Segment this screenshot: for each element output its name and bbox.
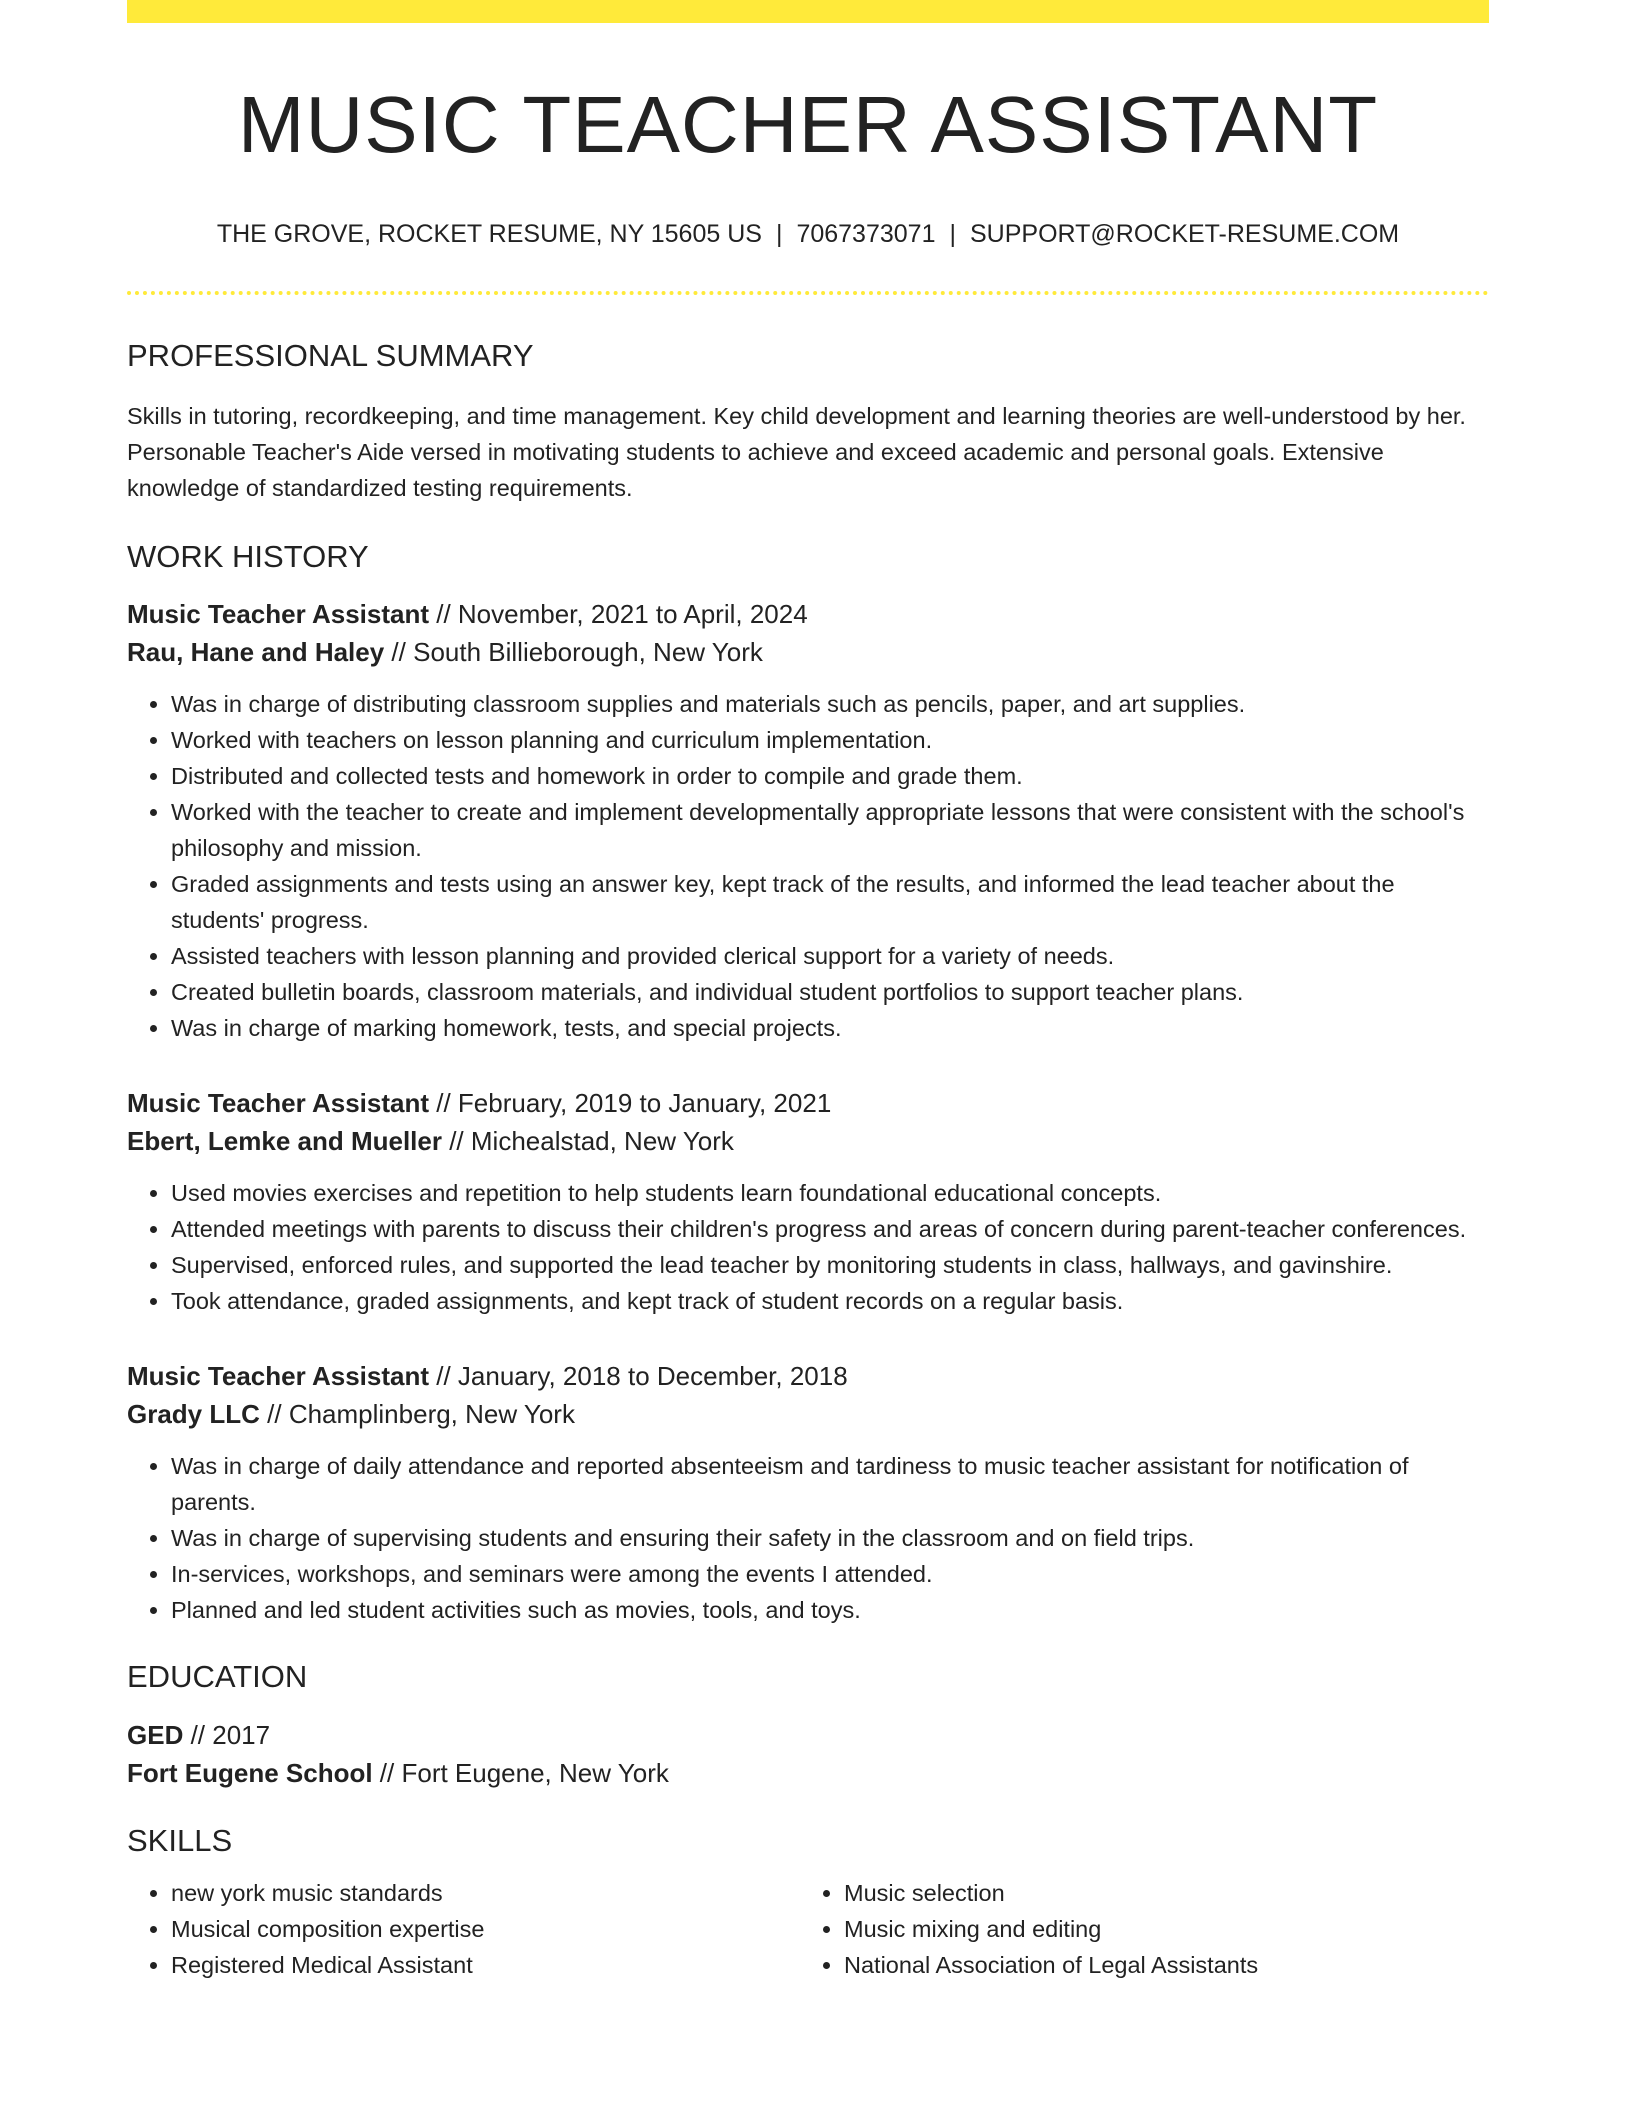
education-entry (127, 1716, 1489, 1792)
job-bullet: • In-services, workshops, and seminars were among the events I attended. (171, 1556, 1489, 1592)
job-bullet: • Used movies exercises and repetition to help students learn foundational educational concepts. (171, 1175, 1489, 1211)
job-location: // Michealstad, New York (441, 1126, 734, 1157)
contact-separator: | (775, 220, 783, 248)
skill-item: • Music mixing and editing (844, 1911, 1444, 1947)
education-degree: GED (127, 1719, 184, 1750)
job-bullet: • Graded assignments and tests using an answer key, kept track of the results, and informed the lead teacher about the students' progress. (171, 866, 1489, 938)
skill-item: • new york music standards (171, 1875, 800, 1911)
skills-column-left (127, 1875, 800, 1983)
job-company-line (127, 1395, 1489, 1433)
skill-item: • Musical composition expertise (171, 1911, 800, 1947)
job-bullet: • Assisted teachers with lesson planning and provided clerical support for a variety of needs. (171, 938, 1489, 974)
job-company-line (127, 1122, 1489, 1160)
job-bullet: • Supervised, enforced rules, and supported the lead teacher by monitoring students in class, hallways, and gavinshire. (171, 1247, 1489, 1283)
contact-line (127, 219, 1489, 249)
job-role-line (127, 1084, 1489, 1122)
job-company: Grady LLC (127, 1399, 260, 1430)
job-company: Ebert, Lemke and Mueller (127, 1126, 442, 1157)
skills-heading: SKILLS (127, 1822, 233, 1858)
education-degree-line (127, 1716, 1489, 1754)
job-location: // South Billieborough, New York (384, 637, 763, 668)
job-bullet: • Was in charge of daily attendance and reported absenteeism and tardiness to music teacher assistant for notification of parents. (171, 1448, 1489, 1520)
job-bullet: • Worked with the teacher to create and implement developmentally appropriate lessons that were consistent with the school's philosophy and mission. (171, 794, 1489, 866)
contact-email[interactable]: SUPPORT@ROCKET-RESUME.COM (969, 220, 1400, 248)
education-location: // Fort Eugene, New York (372, 1757, 669, 1788)
job-dates: // February, 2019 to January, 2021 (429, 1088, 832, 1119)
job-dates: // January, 2018 to December, 2018 (429, 1361, 848, 1392)
job-bullet: • Distributed and collected tests and homework in order to compile and grade them. (171, 758, 1489, 794)
skill-item: • Registered Medical Assistant (171, 1947, 800, 1983)
job-company-line (127, 633, 1489, 671)
job-bullet: • Was in charge of distributing classroom supplies and materials such as pencils, paper, and art supplies. (171, 686, 1489, 722)
job-entry (127, 595, 1489, 1046)
education-school: Fort Eugene School (127, 1757, 373, 1788)
skills-column-right (800, 1875, 1444, 1983)
job-bullets (127, 1175, 1489, 1319)
summary-heading: PROFESSIONAL SUMMARY (127, 338, 534, 373)
job-bullet: • Created bulletin boards, classroom materials, and individual student portfolios to support teacher plans. (171, 974, 1489, 1010)
contact-address: THE GROVE, ROCKET RESUME, NY 15605 US (216, 220, 762, 248)
education-year: // 2017 (183, 1719, 271, 1750)
skills-grid (127, 1875, 1489, 1983)
job-bullet: • Worked with teachers on lesson planning and curriculum implementation. (171, 722, 1489, 758)
job-dates: // November, 2021 to April, 2024 (429, 599, 808, 630)
dotted-divider (127, 291, 1489, 295)
job-bullet: • Attended meetings with parents to discuss their children's progress and areas of concern during parent-teacher conferences. (171, 1211, 1489, 1247)
job-entry (127, 1084, 1489, 1319)
accent-top-bar (127, 0, 1489, 23)
job-role: Music Teacher Assistant (127, 599, 429, 630)
education-school-line (127, 1754, 1489, 1792)
job-location: // Champlinberg, New York (259, 1399, 575, 1430)
job-role: Music Teacher Assistant (127, 1361, 429, 1392)
job-bullet: • Was in charge of marking homework, tests, and special projects. (171, 1010, 1489, 1046)
summary-text: Skills in tutoring, recordkeeping, and time management. Key child development and learning theories are well-understood by her. Personable Teacher's Aide versed in motivating students to achieve and exceed academic and personal goals. Extensive knowledge of standardized testing requirements. (127, 403, 1466, 502)
job-bullets (127, 1448, 1489, 1628)
contact-separator: | (949, 220, 956, 248)
resume-title: MUSIC TEACHER ASSISTANT (237, 80, 1379, 169)
skill-item: • National Association of Legal Assistants (844, 1947, 1444, 1983)
job-company: Rau, Hane and Haley (127, 637, 385, 668)
work-history-heading: WORK HISTORY (127, 539, 369, 575)
skill-item: • Music selection (844, 1875, 1444, 1911)
job-bullets (127, 686, 1489, 1046)
job-entry (127, 1357, 1489, 1628)
job-bullet: • Was in charge of supervising students and ensuring their safety in the classroom and on field trips. (171, 1520, 1489, 1556)
resume-page (127, 0, 1489, 1983)
job-role-line (127, 595, 1489, 633)
job-role: Music Teacher Assistant (127, 1088, 429, 1119)
education-heading: EDUCATION (127, 1659, 308, 1695)
job-bullet: • Took attendance, graded assignments, and kept track of student records on a regular basis. (171, 1283, 1489, 1319)
contact-phone: 7067373071 (796, 220, 936, 248)
job-bullet: • Planned and led student activities such as movies, tools, and toys. (171, 1592, 1489, 1628)
job-role-line (127, 1357, 1489, 1395)
